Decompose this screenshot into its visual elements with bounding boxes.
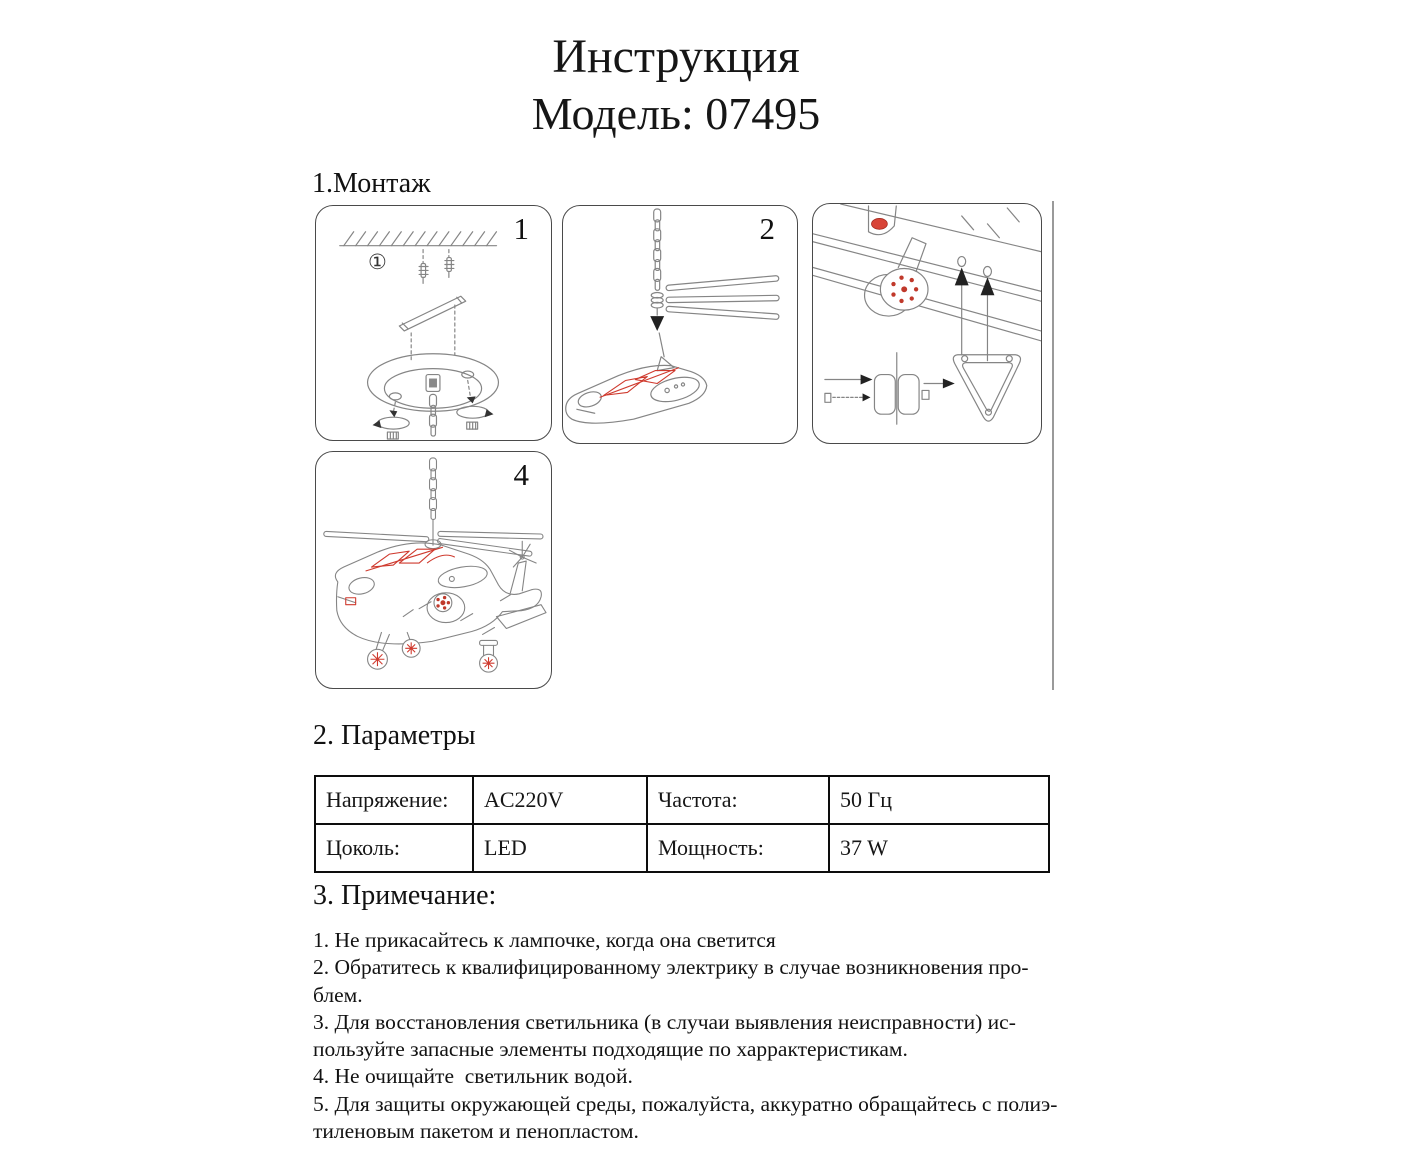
title-line-2: Модель: 07495 [531,88,821,139]
note-line-5: 5. Для защиты окружающей среды, пожалуйста, аккуратно обращайтесь с полиэ- [313,1091,1058,1116]
table-row [315,776,1049,824]
circled-step-marker: ① [368,250,387,274]
note-line-4: 4. Не очищайте светильник водой. [313,1064,633,1089]
montage-panel-4 [315,451,552,689]
montage-panel-3 [812,203,1042,444]
panel-number-1: 1 [513,211,529,246]
param-value-frequency: 50 Гц [829,776,1049,824]
note-line-2-cont: блем. [313,982,363,1007]
param-value-power: 37 W [829,824,1049,872]
table-row [315,824,1049,872]
note-line-2: 2. Обратитесь к квалифицированному электрику в случае возникновения про- [313,955,1029,980]
notes-list [313,927,1057,1145]
note-line-5-cont: тиленовым пакетом и пенопластом. [313,1119,639,1144]
panel-number-2: 2 [759,211,775,246]
montage-panel-2 [562,205,798,444]
note-line-3-cont: пользуйте запасные элементы подходящие по харрактеристикам. [313,1037,908,1062]
title-line-1: Инструкция [552,30,800,83]
parameters-table [314,775,1050,873]
montage-panel-1 [315,205,552,441]
param-label-power: Мощность: [647,824,829,872]
param-label-voltage: Напряжение: [315,776,473,824]
panel-number-4: 4 [513,457,529,492]
page-edge-line [1052,201,1054,690]
section-heading-notes: 3. Примечание: [313,880,497,911]
param-value-voltage: AC220V [473,776,647,824]
section-heading-parameters: 2. Параметры [313,720,476,751]
underside-detail-illustration [813,204,1041,443]
note-line-3: 3. Для восстановления светильника (в случаи выявления неисправности) ис- [313,1009,1016,1034]
document-title [0,28,1352,142]
param-label-frequency: Частота: [647,776,829,824]
section-heading-montage: 1.Монтаж [312,168,431,199]
param-label-socket: Цоколь: [315,824,473,872]
param-value-socket: LED [473,824,647,872]
note-line-1: 1. Не прикасайтесь к лампочке, когда она светится [313,928,776,952]
